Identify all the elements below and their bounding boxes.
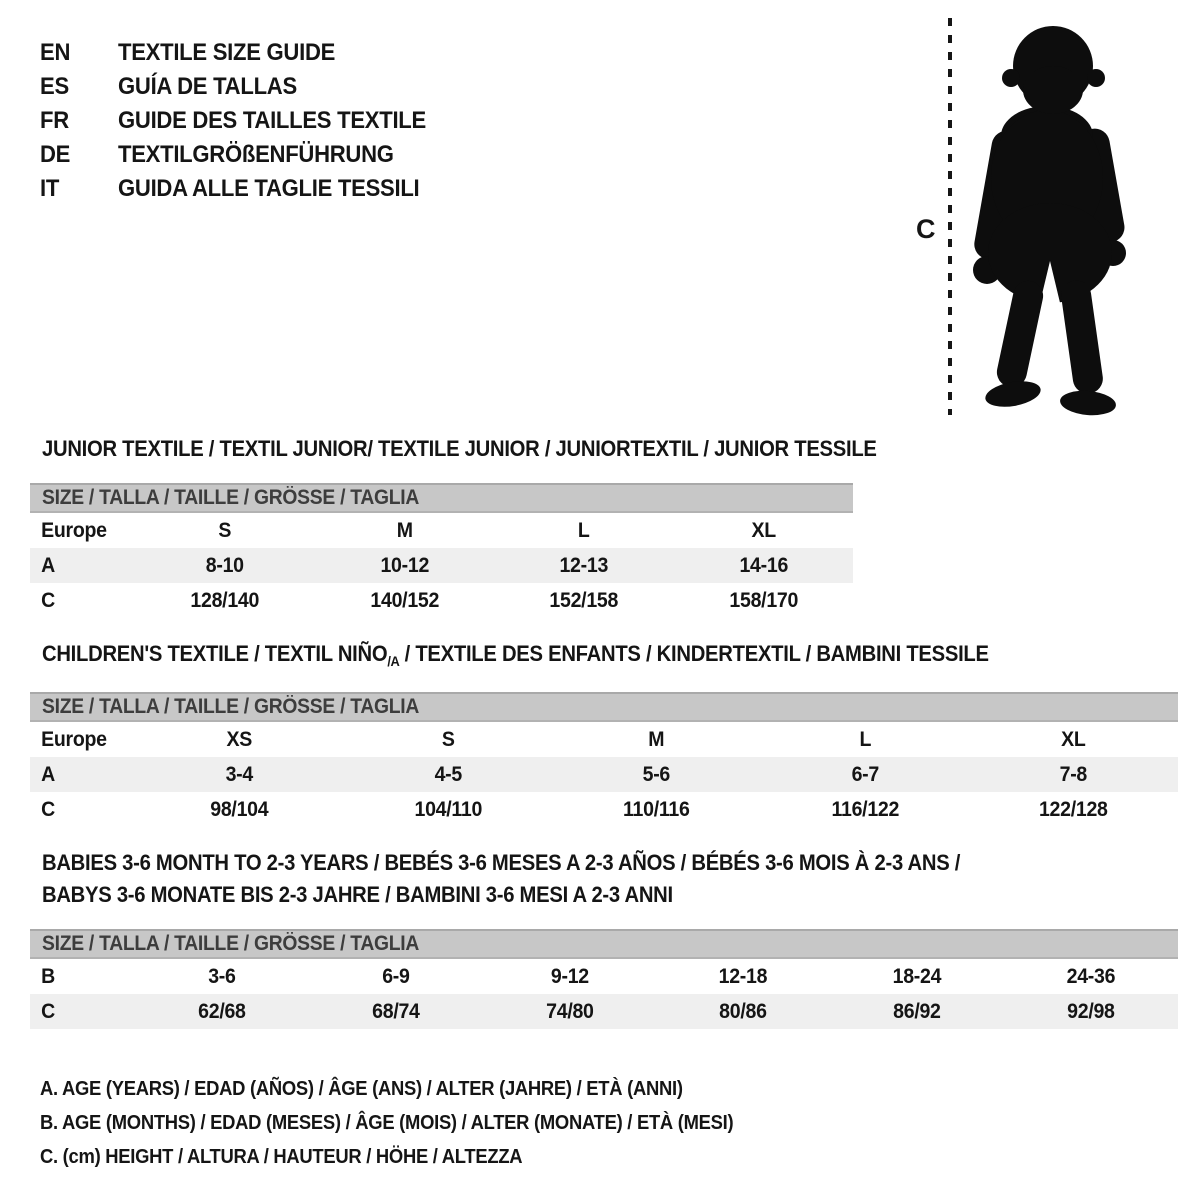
table-row-europe <box>30 722 1178 757</box>
age-value: 3-6 <box>208 965 236 988</box>
language-code: DE <box>40 141 71 168</box>
row-label: B <box>41 965 55 988</box>
language-row-en <box>40 36 453 70</box>
size-value: L <box>577 519 590 542</box>
junior-section-title: JUNIOR TEXTILE / TEXTIL JUNIOR/ TEXTILE JUNIOR / JUNIORTEXTIL / JUNIOR TESSILE <box>42 436 877 461</box>
language-title: TEXTILE SIZE GUIDE <box>118 39 336 66</box>
age-value: 12-13 <box>559 554 609 577</box>
row-label: A <box>41 763 55 786</box>
nino-a-subscript: /A <box>387 653 400 669</box>
height-value: 122/128 <box>1039 798 1109 821</box>
table-row-height <box>30 583 853 618</box>
size-value: M <box>396 519 413 542</box>
legend-line-a: A. AGE (YEARS) / EDAD (AÑOS) / ÂGE (ANS) / ALTER (JAHRE) / ETÀ (ANNI) <box>40 1078 683 1100</box>
row-label: C <box>41 798 55 821</box>
age-value: 6-7 <box>851 763 879 786</box>
language-code: IT <box>40 175 60 202</box>
children-section-title: CHILDREN'S TEXTILE / TEXTIL $NIÑO_{/A}$ / TEXTILE DES ENFANTS / KINDERTEXTIL / BAMBINI TESSILE <box>42 641 989 669</box>
age-value: 10-12 <box>379 554 429 577</box>
size-header-row: SIZE / TALLA / TAILLE / GRÖSSE / TAGLIA <box>30 692 1178 722</box>
babies-section-title-line1: BABIES 3-6 MONTH TO 2-3 YEARS / BEBÉS 3-6 MESES A 2-3 AÑOS / BÉBÉS 3-6 MOIS À 2-3 ANS / <box>42 850 961 875</box>
size-value: S <box>441 728 455 751</box>
height-value: 116/122 <box>831 798 899 821</box>
age-value: 7-8 <box>1059 763 1088 786</box>
size-value: XS <box>226 728 253 751</box>
language-row-fr <box>40 104 453 138</box>
language-code: FR <box>40 107 69 134</box>
size-value: XL <box>751 519 776 542</box>
age-value: 3-4 <box>225 763 253 786</box>
table-row-height <box>30 994 1178 1029</box>
height-value: 68/74 <box>371 1000 420 1023</box>
age-value: 18-24 <box>892 965 942 988</box>
table-row-age <box>30 757 1178 792</box>
height-value: 140/152 <box>369 589 439 612</box>
row-label: A <box>41 554 55 577</box>
height-value: 86/92 <box>893 1000 941 1023</box>
babies-section-title-line2: BABYS 3-6 MONATE BIS 2-3 JAHRE / BAMBINI 3-6 MESI A 2-3 ANNI <box>42 882 673 907</box>
language-title: GUIDE DES TAILLES TEXTILE <box>118 107 426 134</box>
language-title: GUÍA DE TALLAS <box>118 73 297 100</box>
language-row-de <box>40 138 453 172</box>
junior-size-table <box>30 483 853 618</box>
language-title: TEXTILGRÖßENFÜHRUNG <box>118 141 394 168</box>
language-code: EN <box>40 39 71 66</box>
age-value: 9-12 <box>550 965 589 988</box>
height-value: 152/158 <box>549 589 619 612</box>
table-row-age-months <box>30 959 1178 994</box>
language-header <box>40 36 453 206</box>
age-value: 4-5 <box>434 763 462 786</box>
language-title: GUIDA ALLE TAGLIE TESSILI <box>118 175 420 202</box>
age-value: 8-10 <box>205 554 244 577</box>
height-value: 104/110 <box>414 798 482 821</box>
height-dashed-line <box>948 18 952 415</box>
toddler-silhouette-icon <box>955 18 1140 418</box>
row-label: Europe <box>41 728 107 751</box>
babies-size-table <box>30 929 1178 1029</box>
row-label: C <box>41 1000 55 1023</box>
table-row-height <box>30 792 1178 827</box>
height-value: 80/86 <box>719 1000 768 1023</box>
size-value: XL <box>1061 728 1086 751</box>
height-value: 92/98 <box>1067 1000 1115 1023</box>
age-value: 14-16 <box>738 554 788 577</box>
language-row-it <box>40 172 453 206</box>
table-row-age <box>30 548 853 583</box>
height-value: 158/170 <box>728 589 798 612</box>
size-header-row: SIZE / TALLA / TAILLE / GRÖSSE / TAGLIA <box>30 929 1178 959</box>
height-measure-label: C <box>916 214 936 244</box>
age-value: 12-18 <box>719 965 768 988</box>
height-value: 128/140 <box>190 589 260 612</box>
language-row-es <box>40 70 453 104</box>
language-code: ES <box>40 73 69 100</box>
size-value: S <box>218 519 232 542</box>
height-value: 98/104 <box>210 798 269 821</box>
height-value: 62/68 <box>198 1000 246 1023</box>
size-value: M <box>648 728 665 751</box>
row-label: C <box>41 589 55 612</box>
children-size-table <box>30 692 1178 827</box>
age-value: 5-6 <box>642 763 671 786</box>
height-value: 74/80 <box>545 1000 594 1023</box>
table-row-europe <box>30 513 853 548</box>
size-header-row: SIZE / TALLA / TAILLE / GRÖSSE / TAGLIA <box>30 483 853 513</box>
legend-line-b: B. AGE (MONTHS) / EDAD (MESES) / ÂGE (MOIS) / ALTER (MONATE) / ETÀ (MESI) <box>40 1112 734 1134</box>
height-value: 110/116 <box>623 798 690 821</box>
age-value: 24-36 <box>1066 965 1116 988</box>
age-value: 6-9 <box>382 965 410 988</box>
size-value: L <box>859 728 871 751</box>
measurement-legend <box>40 1072 794 1174</box>
row-label: Europe <box>41 519 107 542</box>
legend-line-c: C. (cm) HEIGHT / ALTURA / HAUTEUR / HÖHE / ALTEZZA <box>40 1146 523 1168</box>
